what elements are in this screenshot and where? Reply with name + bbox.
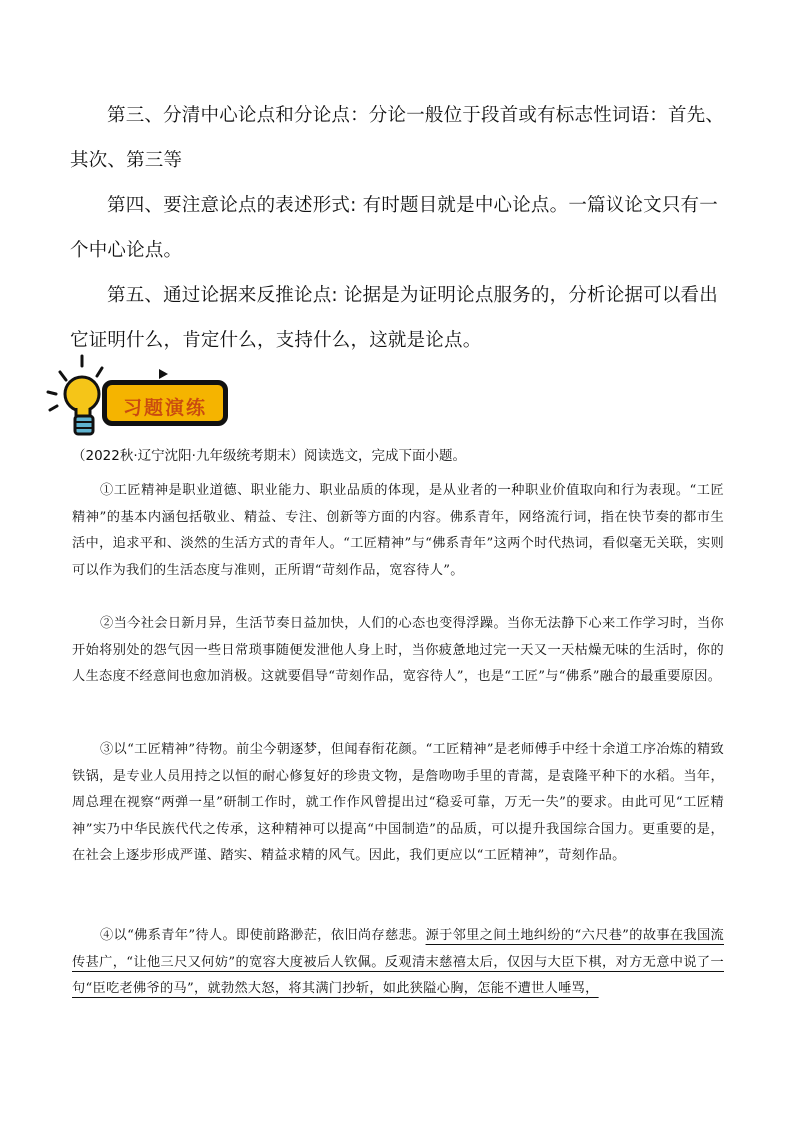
- paragraph-third-point: 第三、分清中心论点和分论点：分论一般位于段首或有标志性词语：首先、其次、第三等: [70, 105, 725, 171]
- triangle-marker-icon: [159, 369, 168, 379]
- exercise-banner: [42, 350, 242, 440]
- underlined-passage: 源于邻里之间土地纠纷的“六尺巷”的故事在我国流传甚广，“让他三尺又何妨”的宽容大度被后人钦佩。反观清末慈禧太后，仅因与大臣下棋，对方无意中说了一句“臣吃老佛爷的马”，就勃然大怒，将其满门抄斩，如此狭隘心胸，怎能不遭世人唾骂，: [72, 928, 724, 997]
- banner-title: 习题演练: [122, 397, 207, 419]
- passage-paragraph-1: ①工匠精神是职业道德、职业能力、职业品质的体现，是从业者的一种职业价值取向和行为表现。“工匠精神”的基本内涵包括敬业、精益、专注、创新等方面的内容。佛系青年，网络流行词，指在快节奏的都市生活中，追求平和、淡然的生活方式的青年人。“工匠精神”与“佛系青年”这两个时代热词，看似毫无关联，实则可以作为我们的生活态度与准则，正所谓“苛刻作品，宽容待人”。: [72, 483, 724, 578]
- passage-paragraph-3: ③以“工匠精神”待物。前尘今朝逐梦，但闻春衔花颜。“工匠精神”是老师傅手中经十余道工序冶炼的精致铁锅，是专业人员用持之以恒的耐心修复好的珍贵文物，是詹吻吻手里的青蒿，是袁隆平种下的水稻。当年，周总理在视察“两弹一星”研制工作时，就工作作风曾提出过“稳妥可靠，万无一失”的要求。由此可见“工匠精神”实乃中华民族代代之传承，这种精神可以提高“中国制造”的品质，可以提升我国综合国力。更重要的是，在社会上逐步形成严谨、踏实、精益求精的风气。因此，我们更应以“工匠精神”，苛刻作品。: [72, 742, 724, 864]
- paragraph-fourth-point: 第四、要注意论点的表述形式: 有时题目就是中心论点。一篇议论文只有一个中心论点。: [70, 195, 718, 261]
- question-source: （2022秋·辽宁沈阳·九年级统考期末）阅读选文，完成下面小题。: [72, 448, 466, 464]
- banner-label-box: [102, 380, 228, 426]
- passage-paragraph-4: [72, 923, 724, 1003]
- passage-paragraph-4-lead: ④以“佛系青年”待人。即使前路渺茫，依旧尚存慈悲。: [100, 928, 426, 943]
- passage-paragraph-2: ②当今社会日新月异，生活节奏日益加快，人们的心态也变得浮躁。当你无法静下心来工作学习时，当你开始将别处的怨气因一些日常琐事随便发泄他人身上时，当你疲惫地过完一天又一天枯燥无味的生活时，你的人生态度不经意间也愈加消极。这就要倡导“苛刻作品，宽容待人”，也是“工匠”与“佛系”融合的最重要原因。: [72, 616, 724, 685]
- paragraph-fifth-point: 第五、通过论据来反推论点: 论据是为证明论点服务的，分析论据可以看出它证明什么，肯定什么，支持什么，这就是论点。: [70, 285, 718, 351]
